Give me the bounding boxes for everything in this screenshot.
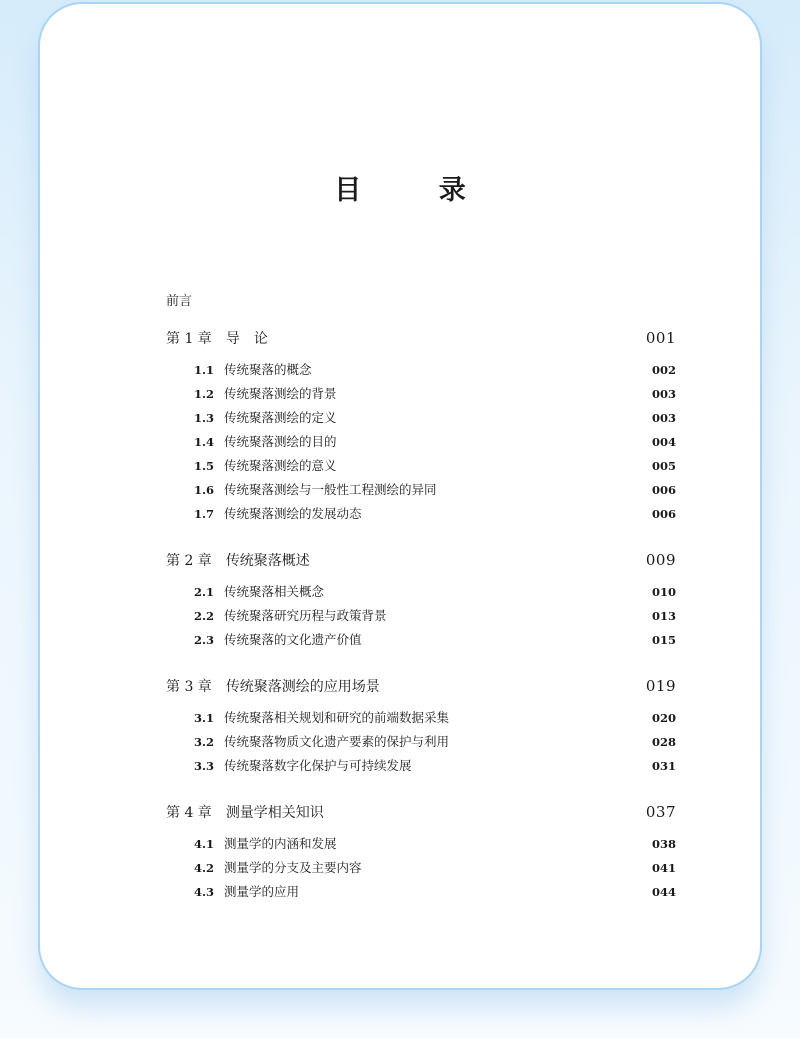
section-number: 1.6 bbox=[194, 483, 215, 497]
toc-preface-entry[interactable]: 前言 bbox=[166, 294, 193, 309]
section-page-number: 004 bbox=[651, 435, 676, 449]
section-heading bbox=[194, 832, 337, 856]
section-number: 1.5 bbox=[194, 459, 215, 473]
toc-chapter-row[interactable] bbox=[166, 548, 676, 572]
section-number: 1.2 bbox=[194, 387, 215, 401]
toc-section-row[interactable] bbox=[166, 430, 676, 454]
section-heading bbox=[194, 880, 299, 904]
toc-section-row[interactable] bbox=[166, 628, 676, 652]
section-page-number: 003 bbox=[651, 411, 676, 425]
section-heading bbox=[194, 706, 449, 730]
section-number: 2.3 bbox=[194, 633, 215, 647]
section-page-number: 020 bbox=[651, 711, 676, 725]
section-title: 测量学的应用 bbox=[224, 884, 300, 899]
section-heading bbox=[194, 502, 362, 526]
toc-section-row[interactable] bbox=[166, 730, 676, 754]
section-page-number: 002 bbox=[651, 363, 676, 377]
section-number: 4.2 bbox=[194, 861, 215, 875]
section-heading bbox=[194, 430, 337, 454]
section-title: 测量学的分支及主要内容 bbox=[224, 860, 362, 875]
section-page-number: 013 bbox=[651, 609, 676, 623]
section-number: 1.3 bbox=[194, 411, 215, 425]
section-page-number: 010 bbox=[651, 585, 676, 599]
section-heading bbox=[194, 628, 362, 652]
section-heading bbox=[194, 730, 449, 754]
section-heading bbox=[194, 580, 324, 604]
section-title: 传统聚落相关规划和研究的前端数据采集 bbox=[224, 710, 450, 725]
section-page-number: 041 bbox=[651, 861, 676, 875]
section-title: 传统聚落测绘与一般性工程测绘的异同 bbox=[224, 482, 437, 497]
toc-chapter bbox=[166, 674, 676, 778]
toc-chapter bbox=[166, 326, 676, 526]
section-heading bbox=[194, 454, 337, 478]
section-heading bbox=[194, 382, 337, 406]
chapter-title: 传统聚落测绘的应用场景 bbox=[225, 679, 380, 695]
chapter-number: 第 3 章 bbox=[166, 679, 212, 695]
section-title: 测量学的内涵和发展 bbox=[224, 836, 337, 851]
toc-chapter-list bbox=[166, 326, 676, 904]
section-page-number: 044 bbox=[651, 885, 676, 899]
chapter-heading bbox=[166, 675, 380, 699]
toc-chapter-row[interactable] bbox=[166, 674, 676, 698]
page-card bbox=[38, 2, 762, 990]
chapter-title: 传统聚落概述 bbox=[225, 553, 310, 569]
section-page-number: 005 bbox=[651, 459, 676, 473]
toc-section-row[interactable] bbox=[166, 754, 676, 778]
toc-chapter-row[interactable] bbox=[166, 326, 676, 350]
section-page-number: 028 bbox=[651, 735, 676, 749]
chapter-page-number: 019 bbox=[645, 677, 676, 695]
section-title: 传统聚落测绘的发展动态 bbox=[224, 506, 362, 521]
toc-chapter-row[interactable] bbox=[166, 800, 676, 824]
section-title: 传统聚落相关概念 bbox=[224, 584, 325, 599]
chapter-number: 第 4 章 bbox=[166, 805, 212, 821]
section-page-number: 038 bbox=[651, 837, 676, 851]
toc-section-row[interactable] bbox=[166, 856, 676, 880]
toc-section-row[interactable] bbox=[166, 604, 676, 628]
section-heading bbox=[194, 604, 387, 628]
section-title: 传统聚落数字化保护与可持续发展 bbox=[224, 758, 412, 773]
chapter-page-number: 037 bbox=[645, 803, 676, 821]
section-heading bbox=[194, 856, 362, 880]
section-title: 传统聚落研究历程与政策背景 bbox=[224, 608, 387, 623]
toc-section-row[interactable] bbox=[166, 832, 676, 856]
section-number: 3.2 bbox=[194, 735, 215, 749]
toc-section-row[interactable] bbox=[166, 358, 676, 382]
section-title: 传统聚落的概念 bbox=[224, 362, 312, 377]
section-page-number: 006 bbox=[651, 483, 676, 497]
section-number: 3.1 bbox=[194, 711, 215, 725]
chapter-title: 测量学相关知识 bbox=[225, 805, 324, 821]
toc-section-row[interactable] bbox=[166, 706, 676, 730]
chapter-page-number: 009 bbox=[645, 551, 676, 569]
chapter-number: 第 1 章 bbox=[166, 331, 212, 347]
section-number: 2.2 bbox=[194, 609, 215, 623]
toc-chapter bbox=[166, 800, 676, 904]
section-number: 4.3 bbox=[194, 885, 215, 899]
toc-section-row[interactable] bbox=[166, 478, 676, 502]
section-title: 传统聚落测绘的目的 bbox=[224, 434, 337, 449]
section-heading bbox=[194, 478, 437, 502]
chapter-heading bbox=[166, 801, 324, 825]
section-heading bbox=[194, 358, 312, 382]
chapter-heading bbox=[166, 327, 268, 351]
chapter-title: 导 论 bbox=[225, 331, 268, 347]
section-number: 4.1 bbox=[194, 837, 215, 851]
toc-section-row[interactable] bbox=[166, 382, 676, 406]
section-page-number: 031 bbox=[651, 759, 676, 773]
section-title: 传统聚落测绘的意义 bbox=[224, 458, 337, 473]
section-page-number: 015 bbox=[651, 633, 676, 647]
toc-section-row[interactable] bbox=[166, 580, 676, 604]
section-page-number: 006 bbox=[651, 507, 676, 521]
section-number: 2.1 bbox=[194, 585, 215, 599]
chapter-number: 第 2 章 bbox=[166, 553, 212, 569]
section-title: 传统聚落的文化遗产价值 bbox=[224, 632, 362, 647]
section-number: 1.1 bbox=[194, 363, 215, 377]
section-heading bbox=[194, 754, 412, 778]
toc-section-row[interactable] bbox=[166, 502, 676, 526]
section-heading bbox=[194, 406, 337, 430]
section-title: 传统聚落测绘的背景 bbox=[224, 386, 337, 401]
section-title: 传统聚落物质文化遗产要素的保护与利用 bbox=[224, 734, 450, 749]
page-title: 目 录 bbox=[334, 175, 500, 206]
chapter-heading bbox=[166, 549, 310, 573]
section-number: 3.3 bbox=[194, 759, 215, 773]
chapter-page-number: 001 bbox=[645, 329, 676, 347]
section-number: 1.7 bbox=[194, 507, 215, 521]
section-title: 传统聚落测绘的定义 bbox=[224, 410, 337, 425]
toc-chapter bbox=[166, 548, 676, 652]
section-page-number: 003 bbox=[651, 387, 676, 401]
section-number: 1.4 bbox=[194, 435, 215, 449]
toc-section-row[interactable] bbox=[166, 454, 676, 478]
toc-section-row[interactable] bbox=[166, 880, 676, 904]
table-of-contents bbox=[166, 292, 676, 926]
toc-section-row[interactable] bbox=[166, 406, 676, 430]
